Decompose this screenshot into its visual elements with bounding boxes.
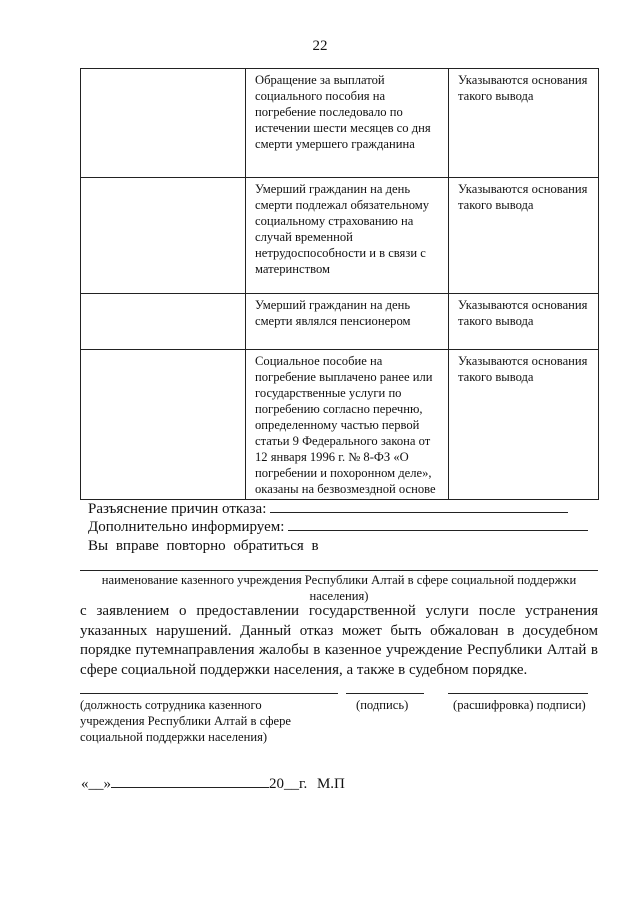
refusal-reason-line <box>88 500 568 518</box>
institution-caption: наименование казенного учреждения Республики Алтай в сфере социальной поддержки населения) <box>101 573 577 603</box>
refusal-reason-label: Разъяснение причин отказа: <box>88 501 267 517</box>
position-rule <box>80 693 338 694</box>
date-month-blank <box>111 787 269 788</box>
appeal-paragraph: с заявлением о предоставлении государственной услуги после устранения указанных нарушений. Данный отказ может быть обжалован в досудебном порядке путемнаправления жалобы в казенное учреждение Республики Алтай в сфере социальной поддержки населения, а также в судебном порядке. <box>80 603 598 678</box>
additional-info-label: Дополнительно информируем: <box>88 519 285 535</box>
table-cell-empty <box>81 69 246 178</box>
table-cell-reason: Социальное пособие на погребение выплачено ранее или государственные услуги по погребению согласно перечню, определенному частью первой статьи 9 Федерального закона от 12 января 1996 г. № 8-ФЗ «О погребении и похоронном деле», оказаны на безвозмездной основе <box>246 350 449 500</box>
table-cell-reason: Умерший гражданин на день смерти являлся пенсионером <box>246 294 449 350</box>
signature-caption: (подпись) <box>356 698 409 712</box>
table-cell-note: Указываются основания такого вывода <box>449 350 599 500</box>
additional-info-blank <box>288 530 588 531</box>
position-caption: (должность сотрудника казенного учреждения Республики Алтай в сфере социальной поддержки населения) <box>80 698 291 744</box>
decryption-rule <box>448 693 588 694</box>
table-cell-note: Указываются основания такого вывода <box>449 178 599 294</box>
table-row <box>81 178 599 294</box>
table-row <box>81 294 599 350</box>
date-year: 20__г. <box>269 776 308 792</box>
decryption-caption: (расшифровка) подписи) <box>453 698 586 712</box>
date-day: «__» <box>81 776 111 792</box>
table-cell-empty <box>81 178 246 294</box>
table-cell-note: Указываются основания такого вывода <box>449 294 599 350</box>
additional-info-line <box>88 518 588 536</box>
table-cell-reason: Обращение за выплатой социального пособия на погребение последовало по истечении шести месяцев со дня смерти умершего гражданина <box>246 69 449 178</box>
stamp-label: М.П <box>316 776 345 792</box>
table-cell-reason: Умерший гражданин на день смерти подлежал обязательному социальному страхованию на случай временной нетрудоспособности и в связи с материнством <box>246 178 449 294</box>
table-row <box>81 350 599 500</box>
table-cell-empty <box>81 350 246 500</box>
signature-rule <box>346 693 424 694</box>
table-cell-note: Указываются основания такого вывода <box>449 69 599 178</box>
table-row <box>81 69 599 178</box>
page-number: 22 <box>312 38 328 54</box>
refusal-reasons-table <box>80 68 599 500</box>
table-cell-empty <box>81 294 246 350</box>
institution-rule <box>80 570 598 571</box>
reapply-text: Вы вправе повторно обратиться в <box>88 538 319 554</box>
refusal-reason-blank <box>270 512 568 513</box>
date-line <box>81 775 345 793</box>
